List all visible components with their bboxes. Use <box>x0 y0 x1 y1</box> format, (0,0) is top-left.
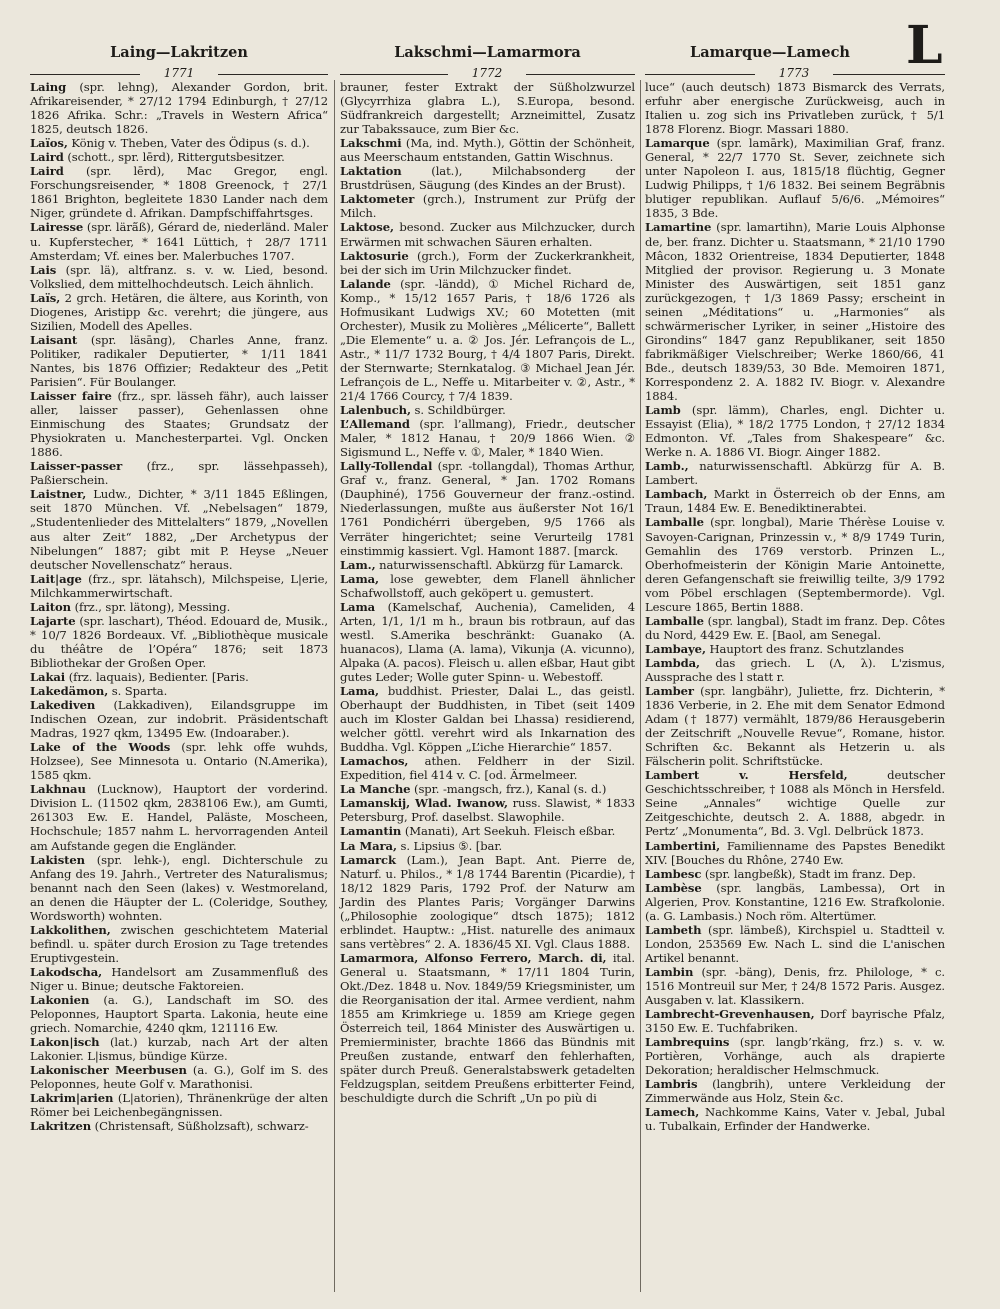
entry-definition: (frz., spr. lätong), Messing. <box>71 599 231 614</box>
entry-definition: (spr. l’allmang), Friedr., deutscher Maler, * 1812 Hanau, † 20/9 1866 Wien. ② Sigismund L., Neffe v. ①, Maler, * 1840 Wien. <box>340 417 635 460</box>
entry-headword: Lakritzen <box>30 1119 92 1134</box>
dictionary-entry <box>30 600 328 614</box>
dictionary-entry <box>645 220 945 403</box>
entry-headword: Lakodscha, <box>30 964 103 979</box>
entry-headword: Lamantin <box>340 824 402 839</box>
dictionary-entry <box>30 923 328 965</box>
entry-definition: (frz., spr. lätahsch), Milchspeise, L|erie, Milchkammerwirtschaft. <box>30 571 328 600</box>
dictionary-entry <box>30 993 328 1035</box>
entry-headword: Lambeth <box>645 922 702 937</box>
entry-headword: Lais <box>30 262 57 277</box>
column-3-body <box>645 80 945 1134</box>
dictionary-entry <box>30 853 328 923</box>
dictionary-entry <box>30 670 328 684</box>
dictionary-entry <box>340 782 635 796</box>
dictionary-entry <box>645 459 945 487</box>
dictionary-entry <box>340 417 635 459</box>
dictionary-entry <box>340 558 635 572</box>
entry-definition: Markt in Österreich ob der Enns, am Traun, 1484 Ew. E. Benediktinerabtei. <box>645 487 945 516</box>
entry-definition: (spr. -ländd), ① Michel Richard de, Komp., * 15/12 1657 Paris, † 18/6 1726 als Hofmusikant Ludwigs XV.; 60 Motetten (mit Orchester), Musik zu Molières „Mélicerte“, Ballett „Die Elemente“ u. a. ② Jos. Jér. Lefrançois de L., Astr., * 11/7 1732 Bourg, † 4/4 1807 Paris, Direkt. der Sternwarte; Sternkatalog. ③ Michael Jean Jér. Lefrançois de L., Neffe u. Mitarbeiter v. ②, Astr., * 21/4 1766 Courcy, † 7/4 1839. <box>340 276 635 404</box>
entry-headword: Lambda, <box>645 655 700 670</box>
dictionary-entry <box>340 164 635 192</box>
entry-definition: (spr. lērd), Mac Gregor, engl. Forschungsreisender, * 1808 Greenock, † 27/1 1861 Brighton, begleitete 1830 Lander nach dem Niger, gründete d. Afrikan. Dampfschiffahrtsges. <box>30 164 328 221</box>
entry-definition: besond. Zucker aus Milchzucker, durch Erwärmen mit schwachen Säuren erhalten. <box>340 220 635 249</box>
dictionary-entry <box>340 80 635 136</box>
entry-headword: Lambertini, <box>645 838 721 853</box>
entry-definition: (a. G.), Golf im S. des Peloponnes, heute Golf v. Marathonisi. <box>30 1063 329 1092</box>
entry-headword: Lakai <box>30 669 66 684</box>
entry-definition: buddhist. Priester, Dalai L., das geistl. Oberhaupt der Buddhisten, in Tibet (seit 1409 auch im Kloster Galdan bei Lhassa) residierend, welcher göttl. verehrt wird als Inkarnation des Buddha. Vgl. Köppen „L’iche Hierarchie“ 1857. <box>340 684 635 755</box>
dictionary-entry <box>645 1105 945 1133</box>
entry-headword: Lambaye, <box>645 641 706 656</box>
entry-definition: (Lucknow), Hauptort der vorderind. Division L. (11502 qkm, 2838106 Ew.), am Gumti, 261303 Ew. E. Handel, Paläste, Moscheen, Hochschule; 1857 nahm L. hervorragenden Anteil am Aufstande gegen die Engländer. <box>30 782 328 853</box>
dictionary-entry <box>30 684 328 698</box>
entry-definition: (lat.) kurzab, nach Art der alten Lakonier. L|ismus, bündige Kürze. <box>30 1035 328 1064</box>
dictionary-entry <box>340 796 635 824</box>
entry-definition: (frz. laquais), Bedienter. [Paris. <box>65 669 249 684</box>
column-1-body <box>30 80 328 1134</box>
dictionary-entry <box>645 642 945 656</box>
entry-definition: (frz., spr. lässeh fähr), auch laisser aller, laisser passer), Gehenlassen ohne Einmischung des Staates; Grundsatz der Physiokraten u. Manchesterpartei. Vgl. Oncken 1886. <box>30 389 328 460</box>
entry-definition: (spr. longbal), Marie Thérèse Louise v. Savoyen-Carignan, Prinzessin v., * 8/9 1749 Turin, Gemahlin des 1769 verstorb. Prinzen L., Oberhofmeisterin der Königin Marie Antoinette, deren Gefangenschaft sie freiwillig teilte, 3/9 1792 vom Pöbel erschlagen (Septembermorde). Vgl. Lescure 1865, Bertin 1888. <box>645 515 945 614</box>
dictionary-entry <box>30 782 328 852</box>
entry-headword: Laktosurie <box>340 248 409 263</box>
entry-definition: (spr. langbeßk), Stadt im franz. Dep. <box>701 866 916 881</box>
entry-definition: (a. G.), Landschaft im SO. des Peloponnes, Hauptort Sparta. Lakonia, heute eine griech. Nomarchie, 4240 qkm, 121116 Ew. <box>30 993 328 1036</box>
entry-headword: Lakkolithen, <box>30 922 111 937</box>
dictionary-entry <box>340 403 635 417</box>
entry-headword: Lally-Tollendal <box>340 459 433 474</box>
entry-definition: König v. Theben, Vater des Ödipus (s. d.). <box>67 136 310 151</box>
entry-headword: Lalande <box>340 276 391 291</box>
entry-headword: Lambrequins <box>645 1035 730 1050</box>
entry-headword: Laïos, <box>30 136 68 151</box>
dictionary-entry <box>645 1077 945 1105</box>
entry-definition: (spr. lämm), Charles, engl. Dichter u. Essayist (Elia), * 18/2 1775 London, † 27/12 1834 Edmonton. Vf. „Tales from Shakespeare“ &c. Werke n. A. 1886 VI. Biogr. Ainger 1882. <box>645 403 945 460</box>
dictionary-entry <box>30 1119 328 1133</box>
entry-headword: Laktose, <box>340 220 394 235</box>
entry-headword: Laisant <box>30 332 78 347</box>
dictionary-entry <box>645 80 945 136</box>
entry-headword: Lakhnau <box>30 782 86 797</box>
entry-headword: La Mara, <box>340 838 397 853</box>
entry-definition: (grch.), Instrument zur Prüfg der Milch. <box>340 192 635 221</box>
entry-headword: Laïs, <box>30 290 61 305</box>
dictionary-entry <box>30 459 328 487</box>
entry-definition: lose gewebter, dem Flanell ähnlicher Schafwollstoff, auch geköpert u. gemustert. <box>340 571 635 600</box>
entry-headword: Laistner, <box>30 487 87 502</box>
dictionary-entry <box>645 881 945 923</box>
entry-definition: (Lam.), Jean Bapt. Ant. Pierre de, Naturf. u. Philos., * 1/8 1744 Barentin (Picardie), † 18/12 1829 Paris, 1792 Prof. der Naturw am Jardin des Plantes Paris; Vorgänger Darwins („Philosophie zoologique“ dtsch 1875); 1812 erblindet. Hauptw.: „Hist. naturelle des animaux sans vertèbres“ 2. A. 1836/45 XI. Vgl. Claus 1888. <box>340 852 635 951</box>
dictionary-entry <box>340 459 635 557</box>
entry-headword: Lamachos, <box>340 754 409 769</box>
dictionary-entry <box>645 614 945 642</box>
entry-headword: Laktation <box>340 164 402 179</box>
entry-headword: Lakrim|arien <box>30 1091 114 1106</box>
entry-headword: Lamb <box>645 403 681 418</box>
dictionary-entry <box>340 220 635 248</box>
entry-headword: Lamballe <box>645 515 704 530</box>
dictionary-entry <box>30 164 328 220</box>
entry-headword: Lamarck <box>340 852 396 867</box>
column-1-header: Laing—Lakritzen <box>110 44 248 61</box>
entry-definition: (grch.), Form der Zuckerkrankheit, bei der sich im Urin Milchzucker findet. <box>340 248 635 277</box>
dictionary-entry <box>645 656 945 684</box>
entry-definition: ital. General u. Staatsmann, * 17/11 1804 Turin, Okt./Dez. 1848 u. Nov. 1849/59 Kriegsminister, um die Reorganisation der ital. Armee verdient, nahm 1855 am Krimkriege u. 1859 am Kriege gegen Österreich teil, 1864 Minister des Auswärtigen u. Premierminister, brachte 1866 das Bündnis mit Preußen zustande, entwarf den fehlerhaften, später durch Preuß. Generalstabswerk getadelten Feldzugsplan, seitdem Preußens erbitterter Feind, beschuldigte durch die Schrift „Un po più di <box>340 950 635 1106</box>
entry-definition: naturwissenschaftl. Abkürzg für A. B. Lambert. <box>645 459 945 488</box>
column-2-header: Lakschmi—Lamarmora <box>394 44 581 61</box>
entry-headword: Lamarque <box>645 136 710 151</box>
entry-definition: (langbrih), untere Verkleidung der Zimmerwände aus Holz, Stein &c. <box>645 1077 945 1106</box>
entry-headword: Laird <box>30 164 64 179</box>
entry-definition: (Christensaft, Süßholzsaft), schwarz- <box>91 1119 309 1134</box>
entry-definition: brauner, fester Extrakt der Süßholzwurzel (Glycyrrhiza glabra L.), S.Europa, besond. Südfrankreich dargestellt; Arzneimittel, Zusatz zur Tabakssauce, zum Bier &c. <box>340 80 635 137</box>
entry-headword: Lambèse <box>645 880 702 895</box>
entry-headword: Lakisten <box>30 852 85 867</box>
entry-definition: (spr. lämbeß), Kirchspiel u. Stadtteil v. London, 253569 Ew. Nach L. sind die L'anischen Artikel benannt. <box>645 922 945 965</box>
dictionary-entry <box>30 136 328 150</box>
entry-definition: 2 grch. Hetären, die ältere, aus Korinth, von Diogenes, Aristipp &c. verehrt; die jüngere, aus Sizilien, Modell des Apelles. <box>30 290 328 333</box>
dictionary-entry <box>30 698 328 740</box>
entry-headword: Lamarmora, Alfonso Ferrero, March. di, <box>340 950 607 965</box>
entry-headword: Lam., <box>340 557 376 572</box>
entry-definition: naturwissenschaftl. Abkürzg für Lamarck. <box>375 557 624 572</box>
entry-definition: (Lakkadiven), Eilandsgruppe im Indischen Ozean, zur indobrit. Präsidentschaft Madras, 1927 qkm, 13495 Ew. (Indoaraber.). <box>30 698 328 741</box>
dictionary-entry <box>645 403 945 459</box>
entry-headword: Lajarte <box>30 613 76 628</box>
entry-headword: Lamartine <box>645 220 712 235</box>
entry-headword: Lamballe <box>645 613 704 628</box>
entry-headword: Lakediven <box>30 698 96 713</box>
entry-definition: luce“ (auch deutsch) 1873 Bismarck des Verrats, erfuhr aber energische Zurückweisg, auch in Italien u. zog sich ins Privatleben zurück, † 5/1 1878 Florenz. Biogr. Massari 1880. <box>645 80 945 137</box>
entry-definition: russ. Slawist, * 1833 Petersburg, Prof. daselbst. Slawophile. <box>340 796 635 825</box>
entry-definition: Handelsort am Zusammenfluß des Niger u. Binue; deutsche Faktoreien. <box>30 964 328 993</box>
entry-headword: Laktometer <box>340 192 415 207</box>
section-letter: L <box>906 15 943 76</box>
entry-headword: Lambesc <box>645 866 702 881</box>
dictionary-entry <box>340 754 635 782</box>
column-1-page-number: 1771 <box>140 66 218 80</box>
dictionary-entry <box>340 839 635 853</box>
entry-definition: (Kamelschaf, Auchenia), Cameliden, 4 Arten, 1/1, 1/1 m h., braun bis rotbraun, auf das westl. S.Amerika beschränkt: Guanako (A. huanacos), Llama (A. lama), Vikunja (A. vicunno), Alpaka (A. pacos). Fleisch u. allen eßbar, Haut gibt gutes Leder; Wolle guter Spinn- u. Webestoff. <box>340 599 635 684</box>
dictionary-entry <box>30 572 328 600</box>
entry-headword: Lakedämon, <box>30 684 109 699</box>
dictionary-entry <box>30 220 328 262</box>
entry-definition: (spr. langbäs, Lambessa), Ort in Algerien, Prov. Konstantine, 1216 Ew. Strafkolonie. (a. G. Lambasis.) Noch röm. Altertümer. <box>645 880 945 923</box>
entry-headword: Lakon|isch <box>30 1035 100 1050</box>
dictionary-entry <box>30 263 328 291</box>
entry-definition: (Ma, ind. Myth.), Göttin der Schönheit, aus Meerschaum entstanden, Gattin Wischnus. <box>340 136 635 165</box>
entry-definition: das griech. L (Λ, λ). L'zismus, Aussprache des l statt r. <box>645 655 945 684</box>
dictionary-entry <box>340 600 635 684</box>
entry-headword: Laird <box>30 150 64 165</box>
dictionary-entry <box>340 684 635 754</box>
dictionary-entry <box>340 824 635 838</box>
entry-definition: (spr. läsāng), Charles Anne, franz. Politiker, radikaler Deputierter, * 1/11 1841 Nantes, bis 1876 Offizier; Redakteur des „Petit Parisien“. Für Boulanger. <box>30 332 328 389</box>
entry-headword: Lambert v. Hersfeld, <box>645 768 848 783</box>
entry-definition: (spr. -bäng), Denis, frz. Philologe, * c. 1516 Montreuil sur Mer, † 24/8 1572 Paris. Ausgez. Ausgaben v. lat. Klassikern. <box>645 964 945 1008</box>
column-2-page-number: 1772 <box>448 66 526 80</box>
entry-headword: Laiton <box>30 599 71 614</box>
entry-headword: Lama <box>340 599 376 614</box>
dictionary-entry <box>30 614 328 670</box>
dictionary-entry <box>340 951 635 1106</box>
entry-definition: (spr. -tollangdal), Thomas Arthur, Graf v., franz. General, * Jan. 1702 Romans (Dauphiné), 1756 Gouverneur der franz.-ostind. Niederlassungen, mußte aus äußerster Not 16/1 1761 Pondichérri übergeben, 9/5 1766 als Verräter hingerichtet; seine Verurteilg 1781 einstimmig kassiert. Vgl. Hamont 1887. [marck. <box>340 459 635 558</box>
entry-definition: deutscher Geschichtsschreiber, † 1088 als Mönch in Hersfeld. Seine „Annales“ wichtige Quelle zur Zeitgeschichte, deutsch 2. A. 1888, abgedr. in Pertz’ „Monumenta“, Bd. 3. Vgl. Delbrück 1873. <box>645 768 945 839</box>
entry-definition: (spr. langbähr), Juliette, frz. Dichterin, * 1836 Verberie, in 2. Ehe mit dem Senator Edmond Adam († 1877) vermählt, 1879/86 Herausgeberin der Zeitschrift „Nouvelle Revue“, Romane, histor. Schriften &c. Bekannt als Hetzerin u. als Fälscherin polit. Schriftstücke. <box>645 684 945 769</box>
entry-headword: Lamech, <box>645 1105 700 1120</box>
dictionary-entry <box>645 136 945 220</box>
entry-definition: (spr. lamartihn), Marie Louis Alphonse de, ber. franz. Dichter u. Staatsmann, * 21/10 1790 Mâcon, 1832 Orientreise, 1834 Deputierter, 1848 Mitglied der provisor. Regierung u. 3 Monate Minister des Auswärtigen, seit 1851 ganz zurückgezogen, † 1/3 1869 Passy; erscheint in seinen „Méditations“ u. „Harmonies“ als schwärmerischer Lyriker, in seiner „Histoire des Girondins“ 1847 ganz Republikaner, seit 1850 fabrikmäßiger Vielschreiber; Werke 1860/66, 41 Bde., deutsch 1839/53, 30 Bde. Memoiren 1871, Korrespondenz 2. A. 1882 IV. Biogr. v. Alexandre 1884. <box>645 220 945 404</box>
entry-definition: (spr. lärä̆ß), Gérard de, niederländ. Maler u. Kupferstecher, * 1641 Lüttich, † 28/7 1711 Amsterdam; Vf. eines ber. Malerbuches 1707. <box>30 220 328 263</box>
entry-definition: (spr. lehk-), engl. Dichterschule zu Anfang des 19. Jahrh., Vertreter des Naturalismus; benannt nach den Seen (lakes) v. Westmoreland, an denen die Häupter der L. (Coleridge, Southey, Wordsworth) wohnten. <box>30 852 328 923</box>
entry-definition: (spr. lä), altfranz. s. v. w. Lied, besond. Volkslied, dem mittelhochdeutsch. Leich ähnlich. <box>30 262 328 291</box>
dictionary-entry <box>645 684 945 768</box>
entry-headword: Lamanskij, Wlad. Iwanow, <box>340 796 508 811</box>
entry-definition: (L|atorien), Thränenkrüge der alten Römer bei Leichenbegängnissen. <box>30 1091 328 1120</box>
dictionary-entry <box>30 1091 328 1119</box>
entry-definition: (spr. lehk offe wuhds, Holzsee), See Minnesota u. Ontario (N.Amerika), 1585 qkm. <box>30 740 328 783</box>
dictionary-entry <box>340 192 635 220</box>
entry-definition: zwischen geschichtetem Material befindl. u. später durch Erosion zu Tage tretendes Eruptivgestein. <box>30 922 328 965</box>
entry-definition: s. Sparta. <box>108 684 168 699</box>
entry-headword: Lake of the Woods <box>30 740 171 755</box>
entry-definition: (spr. langbal), Stadt im franz. Dep. Côtes du Nord, 4429 Ew. E. [Baol, am Senegal. <box>645 613 945 642</box>
entry-definition: (spr. lehng), Alexander Gordon, brit. Afrikareisender, * 27/12 1794 Edinburgh, † 27/12 1826 Afrika. Schr.: „Travels in Western Africa“ 1825, deutsch 1826. <box>30 80 328 137</box>
entry-definition: (lat.), Milchabsonderg der Brustdrüsen, Säugung (des Kindes an der Brust). <box>340 164 635 193</box>
entry-definition: Nachkomme Kains, Vater v. Jebal, Jubal u. Tubalkain, Erfinder der Handwerke. <box>645 1105 945 1134</box>
entry-definition: (spr. laschart), Théod. Edouard de, Musik., * 10/7 1826 Bordeaux. Vf. „Bibliothèque musicale du théâtre de l’Opéra“ 1876; seit 1873 Bibliothekar der Großen Oper. <box>30 613 328 670</box>
entry-definition: Hauptort des franz. Schutzlandes <box>705 641 904 656</box>
column-2-body <box>340 80 635 1105</box>
entry-headword: Lambris <box>645 1077 698 1092</box>
dictionary-entry <box>30 80 328 136</box>
dictionary-entry <box>645 515 945 613</box>
column-divider-1 <box>334 80 335 1292</box>
dictionary-entry <box>645 965 945 1007</box>
entry-headword: Lama, <box>340 571 379 586</box>
entry-definition: (schott., spr. lērd), Rittergutsbesitzer. <box>63 150 285 165</box>
column-3-page-number: 1773 <box>755 66 833 80</box>
dictionary-entry <box>30 1063 328 1091</box>
entry-headword: Laing <box>30 80 67 94</box>
entry-definition: s. Lipsius ⑤. [bar. <box>396 838 503 853</box>
entry-headword: Laisser-passer <box>30 459 123 474</box>
dictionary-entry <box>645 1007 945 1035</box>
dictionary-entry <box>340 136 635 164</box>
entry-definition: Familienname des Papstes Benedikt XIV. [Bouches du Rhône, 2740 Ew. <box>645 838 945 867</box>
dictionary-entry <box>30 333 328 389</box>
entry-definition: (frz., spr. lässehpasseh), Paßierschein. <box>30 459 328 488</box>
dictionary-entry <box>30 1035 328 1063</box>
dictionary-entry <box>30 487 328 571</box>
entry-headword: Lakschmi <box>340 136 402 151</box>
entry-definition: s. Schildbürger. <box>410 403 506 418</box>
entry-headword: Lalenbuch, <box>340 403 411 418</box>
entry-headword: Laisser faire <box>30 389 112 404</box>
dictionary-entry <box>30 389 328 459</box>
entry-headword: Lakonien <box>30 993 90 1008</box>
dictionary-entry <box>30 291 328 333</box>
entry-headword: Lambin <box>645 964 694 979</box>
entry-headword: Lakonischer Meerbusen <box>30 1063 187 1078</box>
dictionary-entry <box>30 740 328 782</box>
dictionary-entry <box>645 867 945 881</box>
entry-headword: Lairesse <box>30 220 84 235</box>
dictionary-entry <box>30 150 328 164</box>
entry-headword: Lamber <box>645 684 694 699</box>
entry-headword: L’Allemand <box>340 417 410 432</box>
dictionary-entry <box>340 853 635 951</box>
entry-definition: (spr. -mangsch, frz.), Kanal (s. d.) <box>410 782 607 797</box>
entry-headword: Lamb., <box>645 459 689 474</box>
entry-headword: La Manche <box>340 782 411 797</box>
entry-definition: Dorf bayrische Pfalz, 3150 Ew. E. Tuchfabriken. <box>645 1007 945 1036</box>
dictionary-entry <box>645 1035 945 1077</box>
entry-definition: (Manati), Art Seekuh. Fleisch eßbar. <box>401 824 616 839</box>
entry-headword: Lambach, <box>645 487 708 502</box>
entry-definition: (spr. langb’rkäng, frz.) s. v. w. Portièren, Vorhänge, auch als drapierte Dekoration; heraldischer Helmschmuck. <box>645 1035 945 1078</box>
dictionary-entry <box>340 277 635 403</box>
entry-definition: athen. Feldherr in der Sizil. Expedition, fiel 414 v. C. [od. Ärmelmeer. <box>340 754 635 783</box>
entry-headword: Lambrecht-Grevenhausen, <box>645 1007 815 1022</box>
dictionary-entry <box>30 965 328 993</box>
dictionary-entry <box>645 487 945 515</box>
entry-definition: Ludw., Dichter, * 3/11 1845 Eßlingen, seit 1870 München. Vf. „Nebelsagen“ 1879, „Studentenlieder des Mittelalters“ 1879, „Novellen aus alter Zeit“ 1882, „Der Archetypus der Nibelungen“ 1887; gibt mit P. Heyse „Neuer deutscher Novellenschatz“ heraus. <box>30 487 328 572</box>
column-3-header: Lamarque—Lamech <box>690 44 850 61</box>
column-divider-2 <box>640 80 641 1292</box>
entry-definition: (spr. lamārk), Maximilian Graf, franz. General, * 22/7 1770 St. Sever, zeichnete sich unter Napoleon I. aus, 1815/18 flüchtig, Gegner Ludwig Philipps, † 1/6 1832. Bei seinem Begräbnis blutiger republikan. Auflauf 5/6/6. „Mémoires“ 1835, 3 Bde. <box>645 136 945 221</box>
dictionary-entry <box>645 768 945 838</box>
entry-headword: Lama, <box>340 684 379 699</box>
entry-headword: Lait|age <box>30 571 82 586</box>
dictionary-entry <box>340 572 635 600</box>
dictionary-entry <box>340 249 635 277</box>
dictionary-entry <box>645 839 945 867</box>
dictionary-entry <box>645 923 945 965</box>
